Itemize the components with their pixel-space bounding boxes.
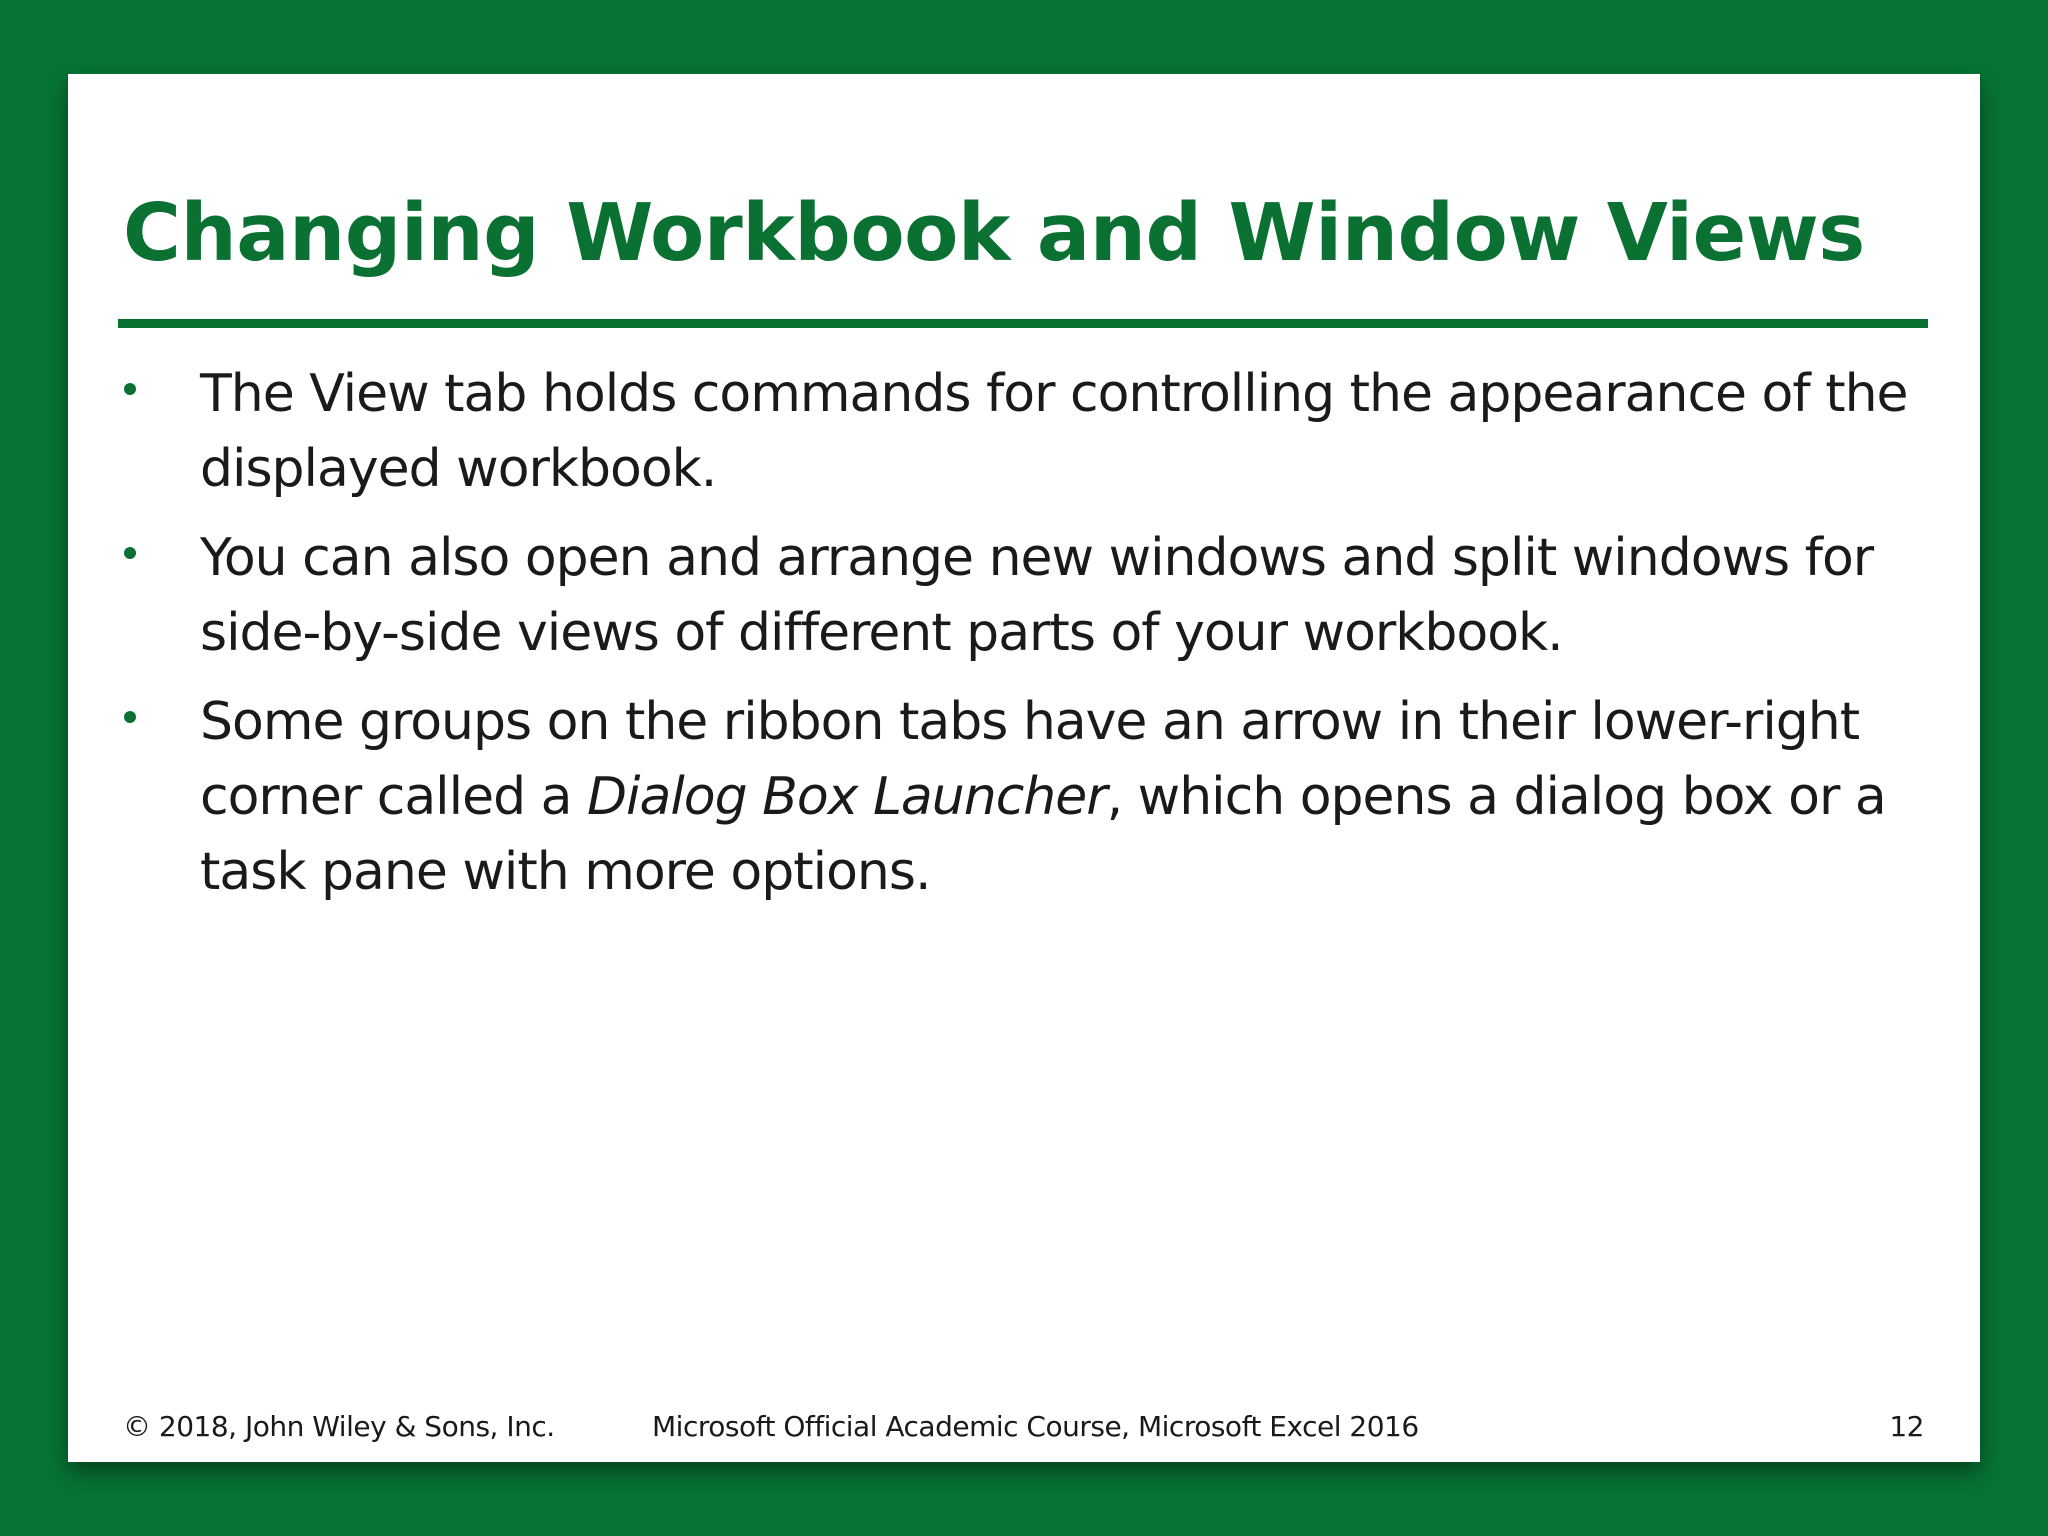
slide — [68, 74, 1980, 1462]
bullet-item — [200, 685, 1980, 910]
footer-copyright: © 2018, John Wiley & Sons, Inc. — [123, 1410, 555, 1443]
footer-page-number: 12 — [1889, 1410, 1924, 1443]
bullet-dot-icon — [124, 711, 136, 723]
bullet-text-emphasis: Dialog Box Launcher — [587, 767, 1107, 827]
bullet-text-before: Some groups on the ribbon tabs have an arrow in their lower-right corner called a — [200, 692, 1860, 827]
bullet-list — [200, 357, 1980, 924]
bullet-text-after: , which opens a dialog box or a task pane with more options. — [200, 767, 1886, 902]
bullet-dot-icon — [124, 383, 136, 395]
footer-course: Microsoft Official Academic Course, Microsoft Excel 2016 — [652, 1410, 1419, 1443]
bullet-dot-icon — [124, 547, 136, 559]
slide-title: Changing Workbook and Window Views — [123, 187, 1865, 279]
bullet-item — [200, 521, 1980, 671]
bullet-text: The View tab holds commands for controlling the appearance of the displayed workbook. — [200, 364, 1908, 499]
bullet-text: You can also open and arrange new windows and split windows for side-by-side views of different parts of your workbook. — [200, 528, 1874, 663]
bullet-item — [200, 357, 1980, 507]
title-underline — [118, 319, 1928, 328]
